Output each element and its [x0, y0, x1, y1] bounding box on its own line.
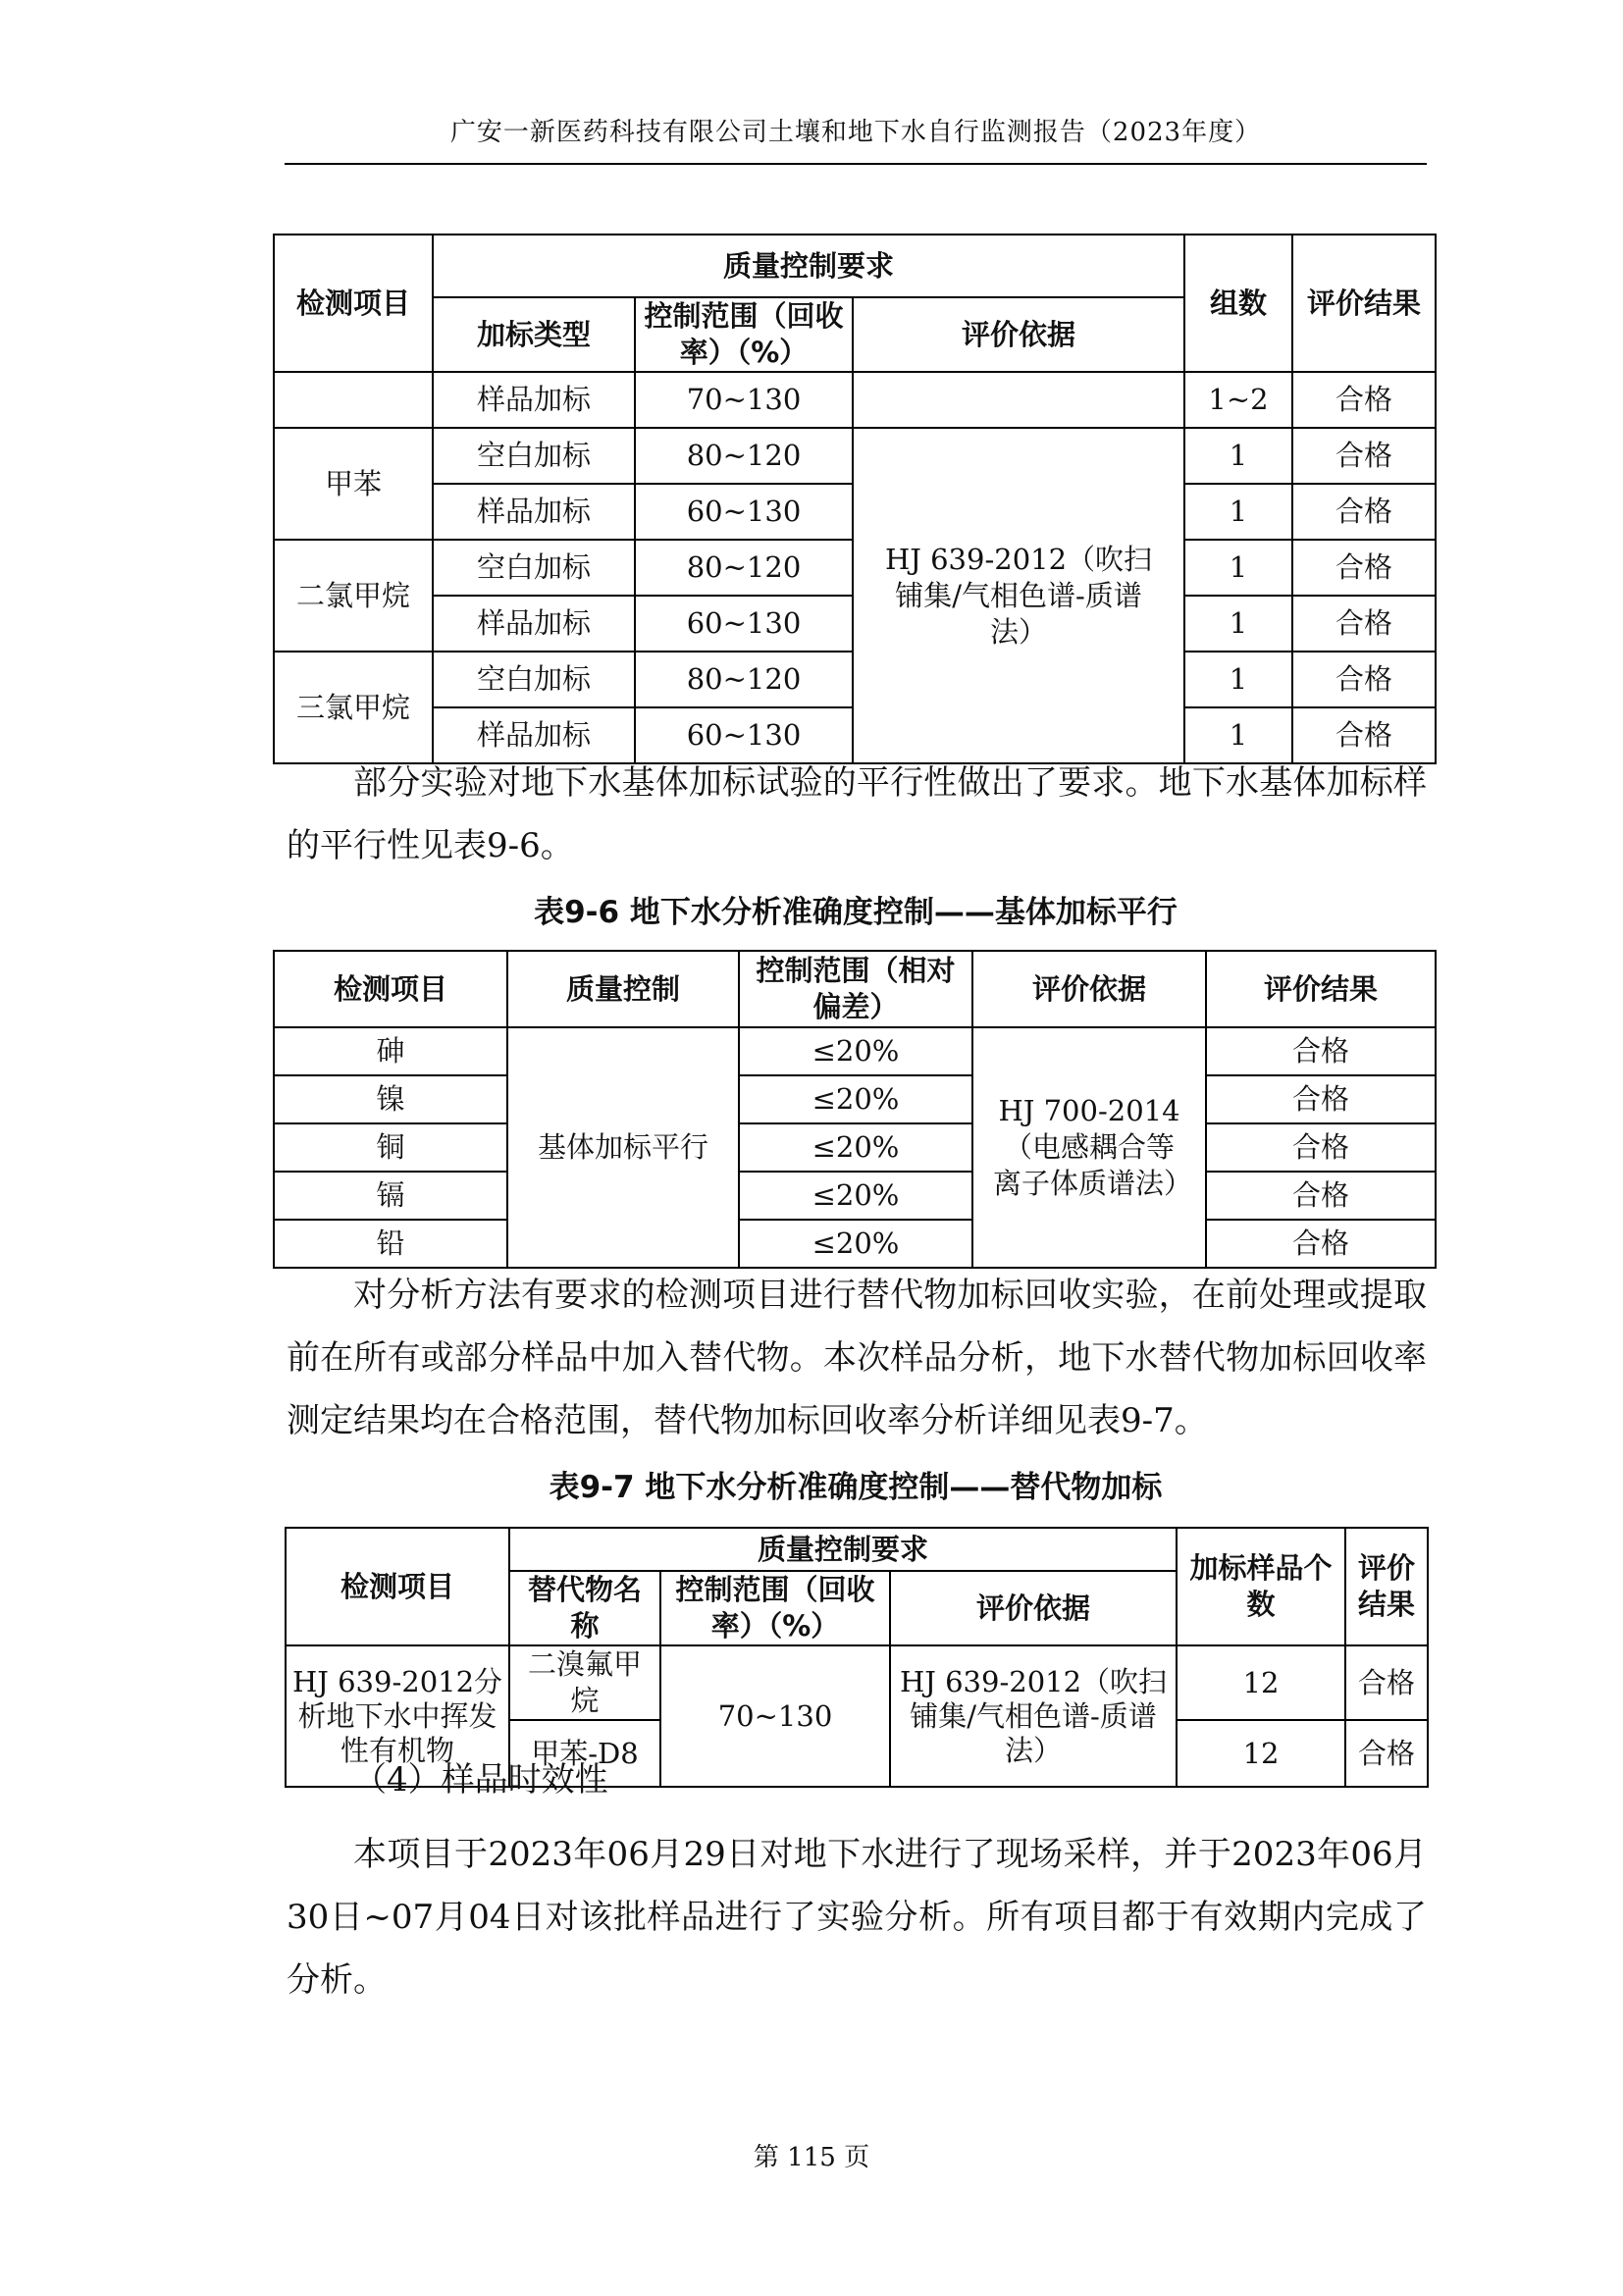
cell-range: 80~120 [635, 428, 853, 484]
cell-spike-type: 空白加标 [433, 540, 635, 596]
cell-groups: 1 [1184, 428, 1292, 484]
section-heading-sample-timeliness: （4）样品时效性 [353, 1760, 608, 1800]
paragraph-surrogate-intro: 对分析方法有要求的检测项目进行替代物加标回收实验，在前处理或提取前在所有或部分样品中加入替代物。本次样品分析，地下水替代物加标回收率测定结果均在合格范围，替代物加标回收率分析详细见表9-7。 [287, 1276, 1427, 1440]
cell-range: 60~130 [635, 707, 853, 763]
cell-result: 合格 [1206, 1172, 1436, 1220]
cell-groups: 1 [1184, 484, 1292, 540]
cell-spike-type: 样品加标 [433, 707, 635, 763]
cell-result: 合格 [1206, 1220, 1436, 1268]
cell-item-nickel: 镍 [274, 1075, 507, 1123]
cell-range: ≤20% [739, 1027, 972, 1075]
cell-shared-basis: HJ 700-2014（电感耦合等离子体质谱法） [972, 1027, 1206, 1268]
header-basis: 评价依据 [853, 297, 1184, 372]
report-header-title: 广安一新医药科技有限公司土壤和地下水自行监测报告（2023年度） [449, 118, 1262, 147]
header-control-range: 控制范围（回收率）（%） [635, 297, 853, 372]
cell-range: 80~120 [635, 652, 853, 707]
cell-spike-type: 样品加标 [433, 596, 635, 652]
cell-range: 60~130 [635, 596, 853, 652]
cell-item-arsenic: 砷 [274, 1027, 507, 1075]
header-result: 评价结果 [1206, 951, 1436, 1027]
cell-result: 合格 [1292, 372, 1436, 428]
header-quality-control: 质量控制 [507, 951, 739, 1027]
header-result: 评价结果 [1345, 1528, 1428, 1645]
cell-result: 合格 [1292, 540, 1436, 596]
cell-result: 合格 [1292, 428, 1436, 484]
header-spike-type: 加标类型 [433, 297, 635, 372]
cell-quality-control: 基体加标平行 [507, 1027, 739, 1268]
cell-result: 合格 [1292, 484, 1436, 540]
cell-result: 合格 [1292, 652, 1436, 707]
cell-result: 合格 [1292, 707, 1436, 763]
cell-spike-type: 空白加标 [433, 652, 635, 707]
cell-range: 80~120 [635, 540, 853, 596]
header-quality-requirement: 质量控制要求 [509, 1528, 1177, 1571]
cell-groups: 1 [1184, 707, 1292, 763]
header-spiked-sample-count: 加标样品个数 [1177, 1528, 1345, 1645]
header-result: 评价结果 [1292, 235, 1436, 372]
table-9-7-caption: 表9-7 地下水分析准确度控制——替代物加标 [549, 1470, 1163, 1505]
header-item: 检测项目 [274, 235, 433, 372]
header-control-range: 控制范围（回收率）（%） [660, 1571, 890, 1645]
cell-item-toluene: 甲苯 [274, 428, 433, 540]
header-item: 检测项目 [274, 951, 507, 1027]
cell-groups: 1~2 [1184, 372, 1292, 428]
header-basis: 评价依据 [972, 951, 1206, 1027]
matrix-spike-parallel-table [273, 950, 1437, 1269]
paragraph-sampling-dates: 本项目于2023年06月29日对地下水进行了现场采样，并于2023年06月30日~07月04日对该批样品进行了实验分析。所有项目都于有效期内完成了分析。 [287, 1835, 1427, 2000]
cell-result: 合格 [1206, 1027, 1436, 1075]
cell-item-continued [274, 372, 433, 428]
cell-range: 60~130 [635, 484, 853, 540]
cell-result: 合格 [1345, 1720, 1428, 1787]
header-item: 检测项目 [286, 1528, 509, 1645]
cell-item-voc-method: HJ 639-2012分析地下水中挥发性有机物 [286, 1645, 509, 1787]
cell-groups: 1 [1184, 540, 1292, 596]
cell-range: ≤20% [739, 1172, 972, 1220]
cell-surrogate-name: 甲苯-D8 [509, 1720, 660, 1787]
spike-recovery-table [273, 234, 1437, 764]
cell-range: 70~130 [635, 372, 853, 428]
cell-result: 合格 [1206, 1075, 1436, 1123]
table-9-6-caption: 表9-6 地下水分析准确度控制——基体加标平行 [534, 895, 1178, 930]
cell-item-lead: 铅 [274, 1220, 507, 1268]
cell-range: ≤20% [739, 1220, 972, 1268]
cell-shared-basis: HJ 639-2012（吹扫铺集/气相色谱-质谱法） [853, 428, 1184, 763]
cell-item-chloroform: 三氯甲烷 [274, 652, 433, 763]
cell-groups: 1 [1184, 652, 1292, 707]
cell-item-copper: 铜 [274, 1123, 507, 1172]
cell-item-dichloromethane: 二氯甲烷 [274, 540, 433, 652]
surrogate-spike-table [285, 1527, 1429, 1788]
cell-item-cadmium: 镉 [274, 1172, 507, 1220]
cell-range: ≤20% [739, 1075, 972, 1123]
paragraph-matrix-spike-intro: 部分实验对地下水基体加标试验的平行性做出了要求。地下水基体加标样的平行性见表9-6。 [287, 763, 1427, 865]
cell-spike-type: 样品加标 [433, 372, 635, 428]
cell-surrogate-name: 二溴氟甲烷 [509, 1645, 660, 1720]
cell-spike-type: 样品加标 [433, 484, 635, 540]
header-groups: 组数 [1184, 235, 1292, 372]
cell-range: ≤20% [739, 1123, 972, 1172]
cell-count: 12 [1177, 1720, 1345, 1787]
cell-spike-type: 空白加标 [433, 428, 635, 484]
header-control-range: 控制范围（相对偏差） [739, 951, 972, 1027]
header-divider [285, 163, 1427, 165]
cell-result: 合格 [1345, 1645, 1428, 1720]
cell-result: 合格 [1292, 596, 1436, 652]
header-surrogate-name: 替代物名称 [509, 1571, 660, 1645]
cell-groups: 1 [1184, 596, 1292, 652]
cell-basis [853, 372, 1184, 428]
page-number: 第 115 页 [753, 2143, 870, 2172]
header-basis: 评价依据 [890, 1571, 1177, 1645]
header-quality-requirement: 质量控制要求 [433, 235, 1184, 297]
cell-shared-basis: HJ 639-2012（吹扫铺集/气相色谱-质谱法） [890, 1645, 1177, 1787]
cell-range: 70~130 [660, 1645, 890, 1787]
cell-result: 合格 [1206, 1123, 1436, 1172]
cell-count: 12 [1177, 1645, 1345, 1720]
